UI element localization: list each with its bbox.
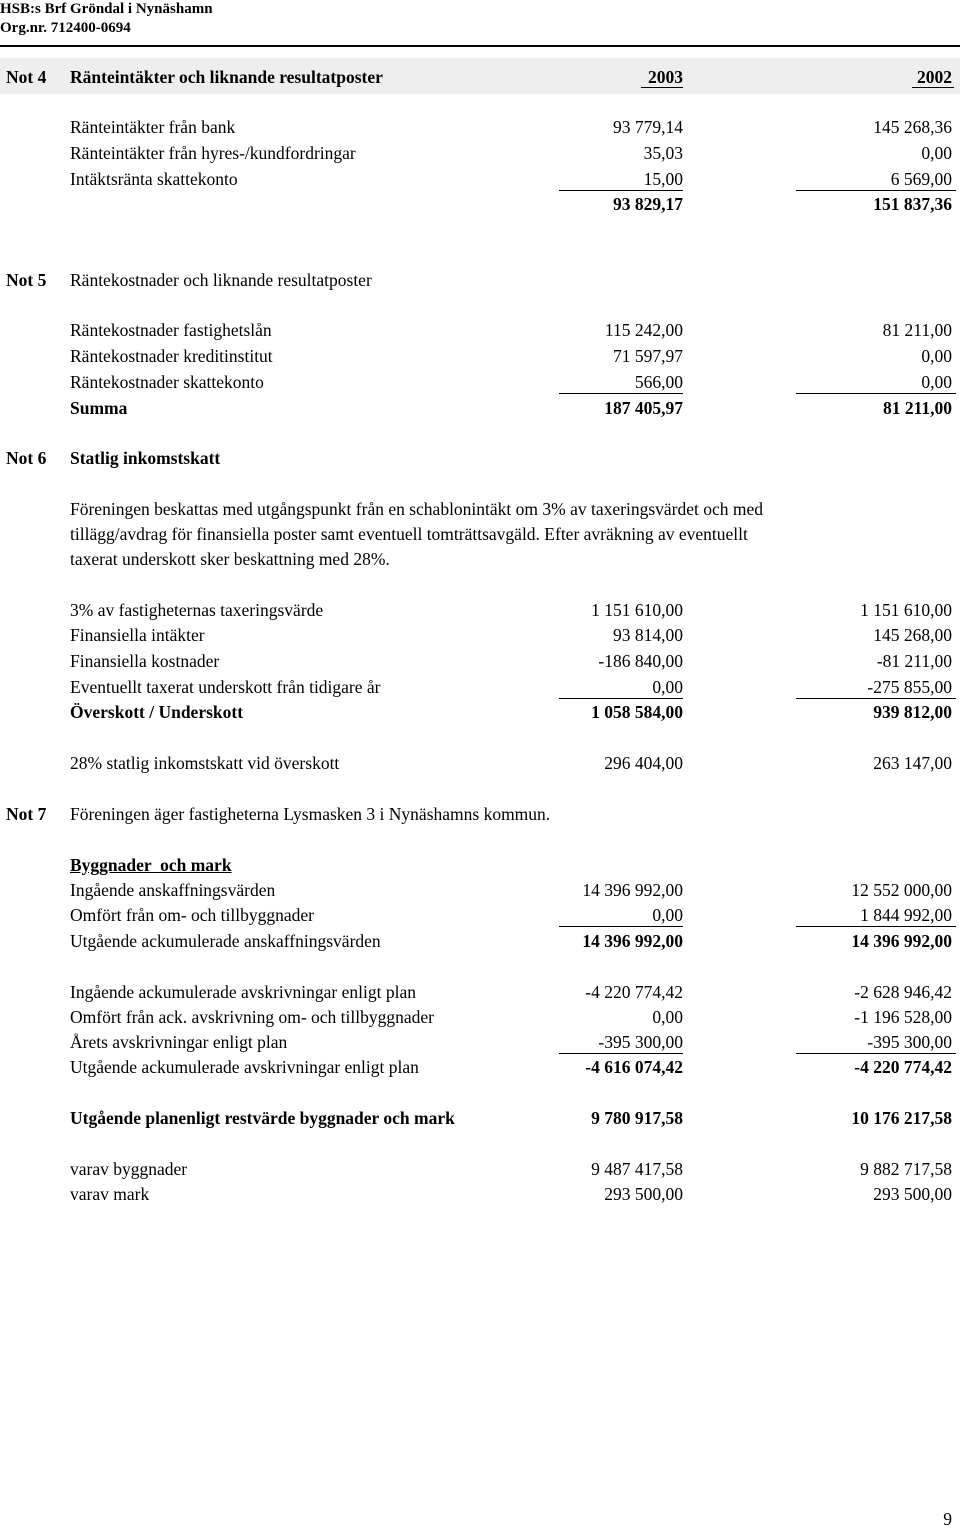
note5-total-2002: 81 211,00	[882, 398, 952, 418]
note7-dep-row-value-2002: -2 628 946,42	[854, 982, 952, 1002]
note4-year2: 2002	[917, 67, 952, 87]
note7-dep-row-label: Omfört från ack. avskrivning om- och tillbyggnader	[70, 1007, 434, 1027]
note6-label: Not 6	[6, 448, 47, 468]
note7-acq-row-label: Ingående anskaffningsvärden	[70, 880, 276, 900]
note5-sum-rule-2003	[559, 393, 683, 394]
note7-dep-total-2002: -4 220 774,42	[854, 1057, 952, 1077]
note5-label: Not 5	[6, 270, 47, 290]
note6-row-label: Finansiella kostnader	[70, 651, 220, 671]
note6-row-value-2003: -186 840,00	[598, 651, 683, 671]
note7-residual-2003: 9 780 917,58	[591, 1108, 683, 1128]
note7-split-row-value-2002: 9 882 717,58	[860, 1159, 952, 1179]
note7-section-title: Byggnader och mark	[70, 855, 232, 875]
note6-row-value-2002: -81 211,00	[876, 651, 952, 671]
note4-row-label: Intäktsränta skattekonto	[70, 169, 238, 189]
note6-tax-2003: 296 404,00	[604, 753, 683, 773]
note5-row-label: Räntekostnader kreditinstitut	[70, 346, 273, 366]
note6-sum-rule-2003	[559, 698, 683, 699]
note6-row-value-2003: 0,00	[652, 677, 683, 697]
note4-total-2002: 151 837,36	[873, 194, 952, 214]
note7-dep-row-value-2003: -4 220 774,42	[585, 982, 683, 1002]
note7-dep-sum-rule-2003	[559, 1053, 683, 1054]
note6-title: Statlig inkomstskatt	[70, 448, 221, 468]
note7-acq-total-label: Utgående ackumulerade anskaffningsvärden	[70, 931, 381, 951]
note4-row-value-2002: 145 268,36	[873, 117, 952, 137]
note4-row-value-2002: 6 569,00	[890, 169, 952, 189]
note4-row-label: Ränteintäkter från bank	[70, 117, 236, 137]
note6-total-label: Överskott / Underskott	[70, 702, 244, 722]
note7-split-row-value-2003: 293 500,00	[604, 1184, 683, 1204]
note7-acq-row-value-2002: 1 844 992,00	[860, 905, 952, 925]
note6-total-2002: 939 812,00	[873, 702, 952, 722]
note7-intro: Föreningen äger fastigheterna Lysmasken 3 i Nynäshamns kommun.	[70, 804, 551, 824]
note6-total-2003: 1 058 584,00	[591, 702, 683, 722]
note6-sum-rule-2002	[796, 698, 956, 699]
note6-paragraph-line: tillägg/avdrag för finansiella poster samt eventuell tomträttsavgäld. Efter avräkning av eventuellt	[70, 524, 748, 544]
note7-acq-sum-rule-2003	[559, 926, 683, 927]
note5-row-value-2002: 0,00	[921, 372, 952, 392]
note6-tax-2002: 263 147,00	[873, 753, 952, 773]
note4-total-2003: 93 829,17	[613, 194, 683, 214]
note7-residual-label: Utgående planenligt restvärde byggnader och mark	[70, 1108, 455, 1128]
note7-dep-total-2003: -4 616 074,42	[585, 1057, 683, 1077]
note7-acq-row-value-2003: 0,00	[652, 905, 683, 925]
note5-row-value-2002: 0,00	[921, 346, 952, 366]
note4-row-value-2002: 0,00	[921, 143, 952, 163]
note7-dep-row-value-2002: -395 300,00	[867, 1032, 952, 1052]
note6-row-value-2002: 1 151 610,00	[860, 600, 952, 620]
note4-label: Not 4	[6, 67, 47, 87]
note7-split-row-label: varav byggnader	[70, 1159, 188, 1179]
year1-underline	[641, 87, 683, 88]
note7-split-row-label: varav mark	[70, 1184, 150, 1204]
note5-row-label: Räntekostnader fastighetslån	[70, 320, 272, 340]
note4-sum-rule-2003	[559, 190, 683, 191]
note7-dep-row-label: Ingående ackumulerade avskrivningar enligt plan	[70, 982, 416, 1002]
note4-title: Ränteintäkter och liknande resultatposter	[70, 67, 383, 87]
note7-acq-sum-rule-2002	[796, 926, 956, 927]
header-divider	[0, 45, 960, 47]
note7-dep-sum-rule-2002	[796, 1053, 956, 1054]
note4-row-label: Ränteintäkter från hyres-/kundfordringar	[70, 143, 356, 163]
note7-split-row-value-2003: 9 487 417,58	[591, 1159, 683, 1179]
note6-row-label: 3% av fastigheternas taxeringsvärde	[70, 600, 324, 620]
note7-label: Not 7	[6, 804, 47, 824]
note5-row-value-2003: 566,00	[634, 372, 683, 392]
organization-name: HSB:s Brf Gröndal i Nynäshamn	[0, 1, 213, 17]
note7-acq-row-label: Omfört från om- och tillbyggnader	[70, 905, 314, 925]
note7-acq-total-2003: 14 396 992,00	[582, 931, 683, 951]
organization-number: Org.nr. 712400-0694	[0, 20, 131, 36]
note5-row-value-2002: 81 211,00	[882, 320, 952, 340]
note6-row-value-2002: -275 855,00	[867, 677, 952, 697]
note6-row-value-2003: 93 814,00	[613, 625, 683, 645]
note6-row-value-2002: 145 268,00	[873, 625, 952, 645]
note7-dep-row-label: Årets avskrivningar enligt plan	[70, 1032, 288, 1052]
note7-acq-row-value-2002: 12 552 000,00	[851, 880, 952, 900]
note4-row-value-2003: 93 779,14	[613, 117, 683, 137]
note4-row-value-2003: 35,03	[643, 143, 683, 163]
year2-underline	[912, 87, 954, 88]
note7-dep-row-value-2003: 0,00	[652, 1007, 683, 1027]
note4-row-value-2003: 15,00	[643, 169, 683, 189]
note6-row-label: Eventuellt taxerat underskott från tidigare år	[70, 677, 381, 697]
note5-row-value-2003: 71 597,97	[613, 346, 683, 366]
note5-row-value-2003: 115 242,00	[604, 320, 683, 340]
page-number: 9	[943, 1509, 952, 1529]
note5-row-label: Räntekostnader skattekonto	[70, 372, 264, 392]
note7-dep-total-label: Utgående ackumulerade avskrivningar enligt plan	[70, 1057, 419, 1077]
note6-row-value-2003: 1 151 610,00	[591, 600, 683, 620]
note6-paragraph-line: Föreningen beskattas med utgångspunkt från en schablonintäkt om 3% av taxeringsvärdet och med	[70, 499, 764, 519]
note7-acq-row-value-2003: 14 396 992,00	[582, 880, 683, 900]
note5-sum-rule-2002	[796, 393, 956, 394]
note6-row-label: Finansiella intäkter	[70, 625, 205, 645]
note6-tax-label: 28% statlig inkomstskatt vid överskott	[70, 753, 340, 773]
note7-acq-total-2002: 14 396 992,00	[851, 931, 952, 951]
note5-title: Räntekostnader och liknande resultatposter	[70, 270, 372, 290]
note7-split-row-value-2002: 293 500,00	[873, 1184, 952, 1204]
note5-total-label: Summa	[70, 398, 128, 418]
note4-year1: 2003	[648, 67, 683, 87]
note6-paragraph-line: taxerat underskott sker beskattning med 28%.	[70, 549, 390, 569]
note5-total-2003: 187 405,97	[604, 398, 683, 418]
note7-dep-row-value-2003: -395 300,00	[598, 1032, 683, 1052]
note7-dep-row-value-2002: -1 196 528,00	[854, 1007, 952, 1027]
note4-sum-rule-2002	[796, 190, 956, 191]
note7-residual-2002: 10 176 217,58	[851, 1108, 952, 1128]
